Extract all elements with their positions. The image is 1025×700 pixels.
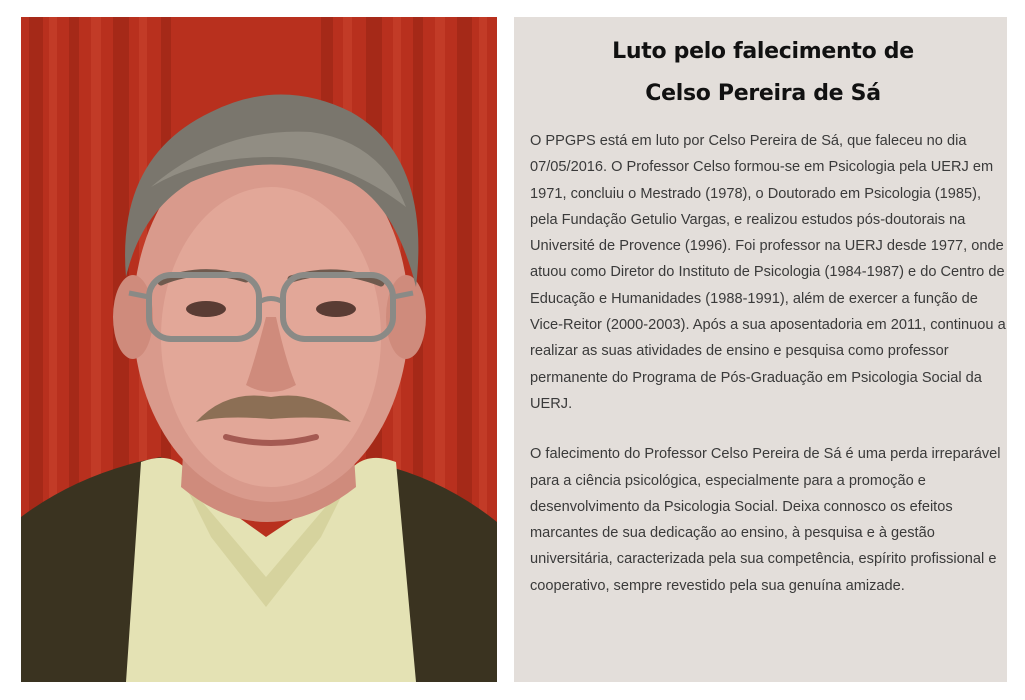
article-paragraph-1: O PPGPS está em luto por Celso Pereira de Sá, que faleceu no dia 07/05/2016. O Professor Celso formou-se em Psicologia pela UERJ em 1971, concluiu o Mestrado (1978), o Doutorado em Psicologia (1985), pela Fundação Getulio Vargas, e realizou estudos pós-doutorais na Université de Provence (1996). Foi professor na UERJ desde 1977, onde atuou como Diretor do Instituto de Psicologia (1984-1987) e do Centro de Educação e Humanidades (1988-1991), além de exercer a função de Vice-Reitor (2000-2003). Após a sua aposentadoria em 2011, continuou a realizar as suas atividades de ensino e pesquisa como professor permanente do Programa de Pós-Graduação em Psicologia Social da UERJ. <box>530 133 1006 412</box>
title-line-1: Luto pelo falecimento de <box>612 39 914 64</box>
obituary-article <box>514 17 1007 682</box>
article-title <box>530 31 996 115</box>
portrait-photo <box>21 17 497 682</box>
article-paragraph-2: O falecimento do Professor Celso Pereira de Sá é uma perda irreparável para a ciência psicológica, especialmente para a promoção e desenvolvimento da Psicologia Social. Deixa connosco os efeitos marcantes de sua dedicação ao ensino, à pesquisa e à gestão universitária, caracterizada pela sua competência, espírito profissional e cooperativo, sempre revestido pela sua genuína amizade. <box>530 446 1001 594</box>
title-line-2: Celso Pereira de Sá <box>645 81 881 106</box>
portrait-illustration <box>21 17 497 682</box>
